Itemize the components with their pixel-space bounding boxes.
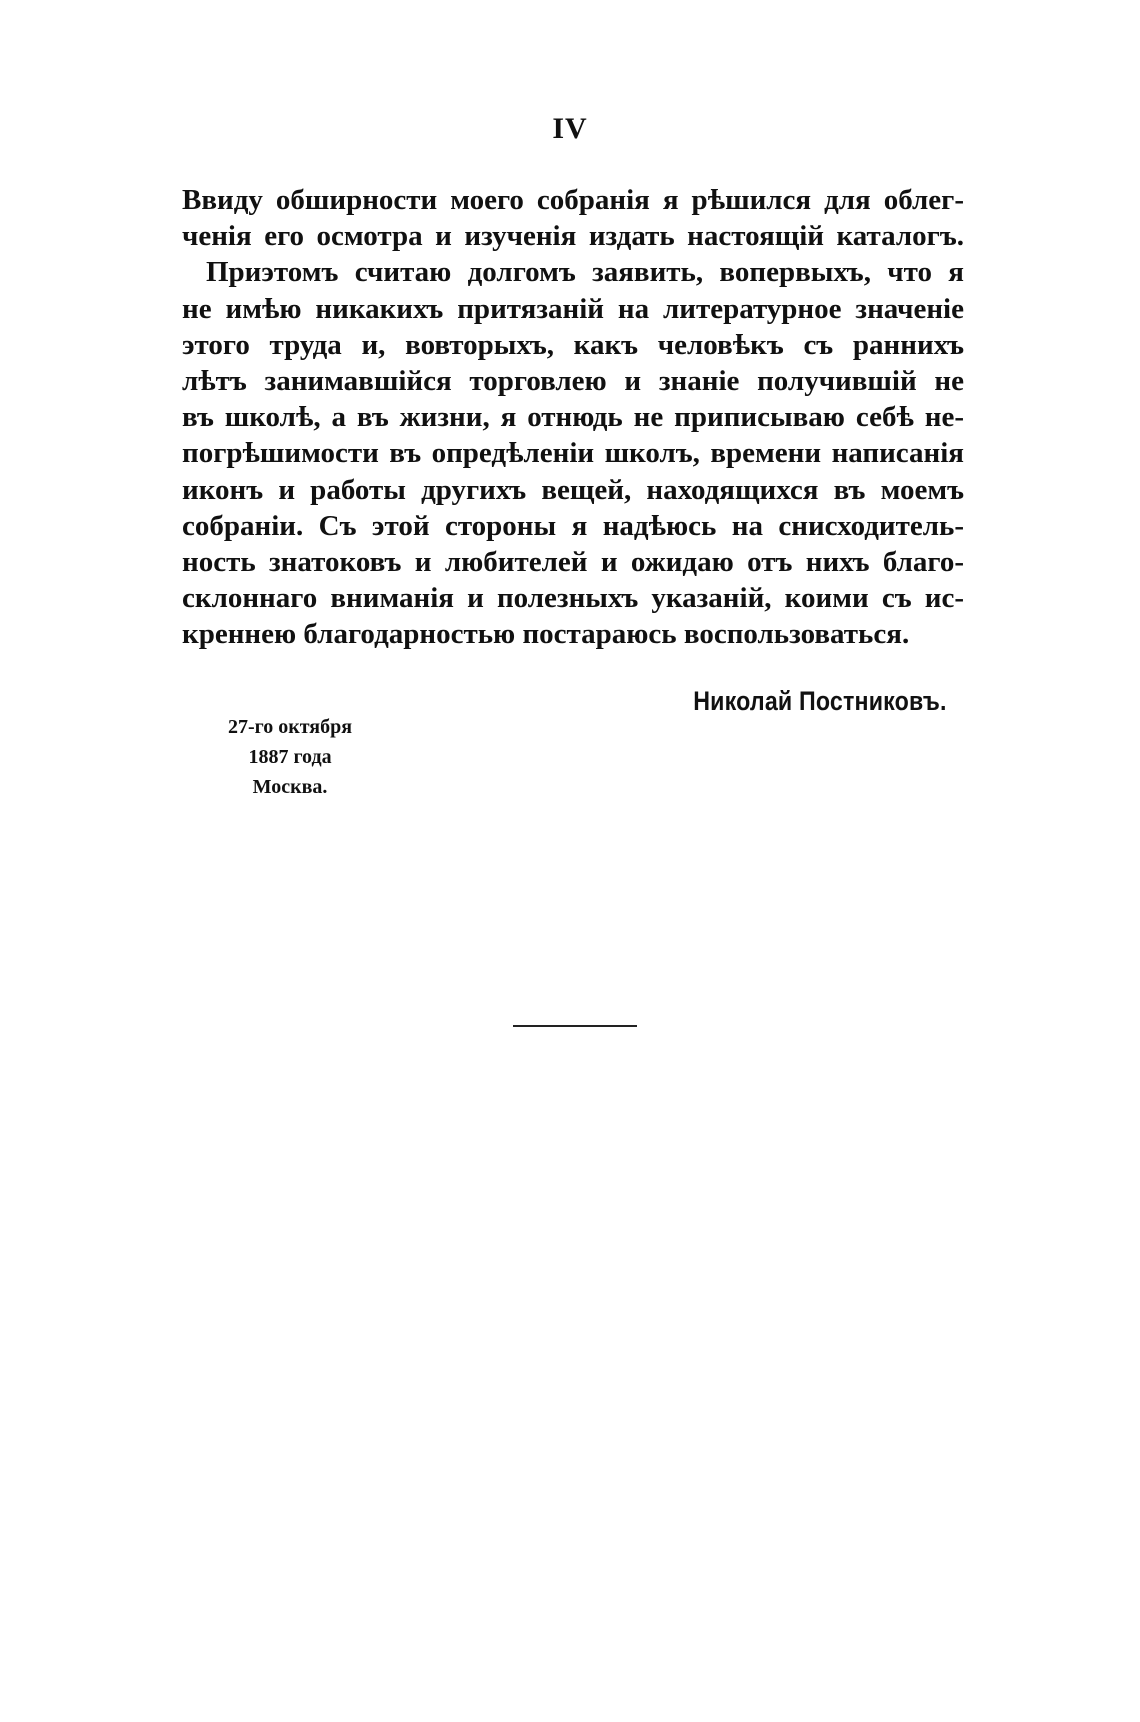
text-line: лѣтъ занимавшійся торговлею и знаніе получившій не (182, 365, 964, 398)
text-line: ченія его осмотра и изученія издать настоящій каталогъ. (182, 220, 964, 253)
text-line: Приэтомъ считаю долгомъ заявить, вопервыхъ, что я (206, 256, 964, 289)
text-line: этого труда и, вовторыхъ, какъ человѣкъ съ раннихъ (182, 328, 964, 361)
text-line: собраніи. Съ этой стороны я надѣюсь на снисходитель- (182, 509, 964, 542)
year-text: 1887 года (248, 746, 332, 768)
text-line: не имѣю никакихъ притязаній на литературное значеніе (182, 292, 964, 325)
text-line: креннею благодарностью постараюсь воспользоваться. (182, 618, 910, 651)
text-line: склоннаго вниманія и полезныхъ указаній, коими съ ис- (182, 582, 964, 615)
author-signature: Николай Постниковъ. (693, 686, 947, 716)
section-divider (513, 1025, 637, 1027)
text-line: ность знатоковъ и любителей и ожидаю отъ нихъ благо- (182, 546, 964, 579)
preface-text (182, 182, 964, 653)
page-number: IV (552, 112, 588, 145)
text-line: въ школѣ, а въ жизни, я отнюдь не приписываю себѣ не- (182, 401, 964, 434)
place-text: Москва. (252, 776, 328, 798)
text-line: Ввиду обширности моего собранія я рѣшился для облег- (182, 184, 964, 216)
text-line: погрѣшимости въ опредѣленіи школъ, времени написанія (182, 437, 964, 470)
text-line: иконъ и работы другихъ вещей, находящихся въ моемъ (182, 473, 964, 506)
date-text: 27-го октября (227, 716, 353, 738)
dateline (200, 712, 380, 802)
